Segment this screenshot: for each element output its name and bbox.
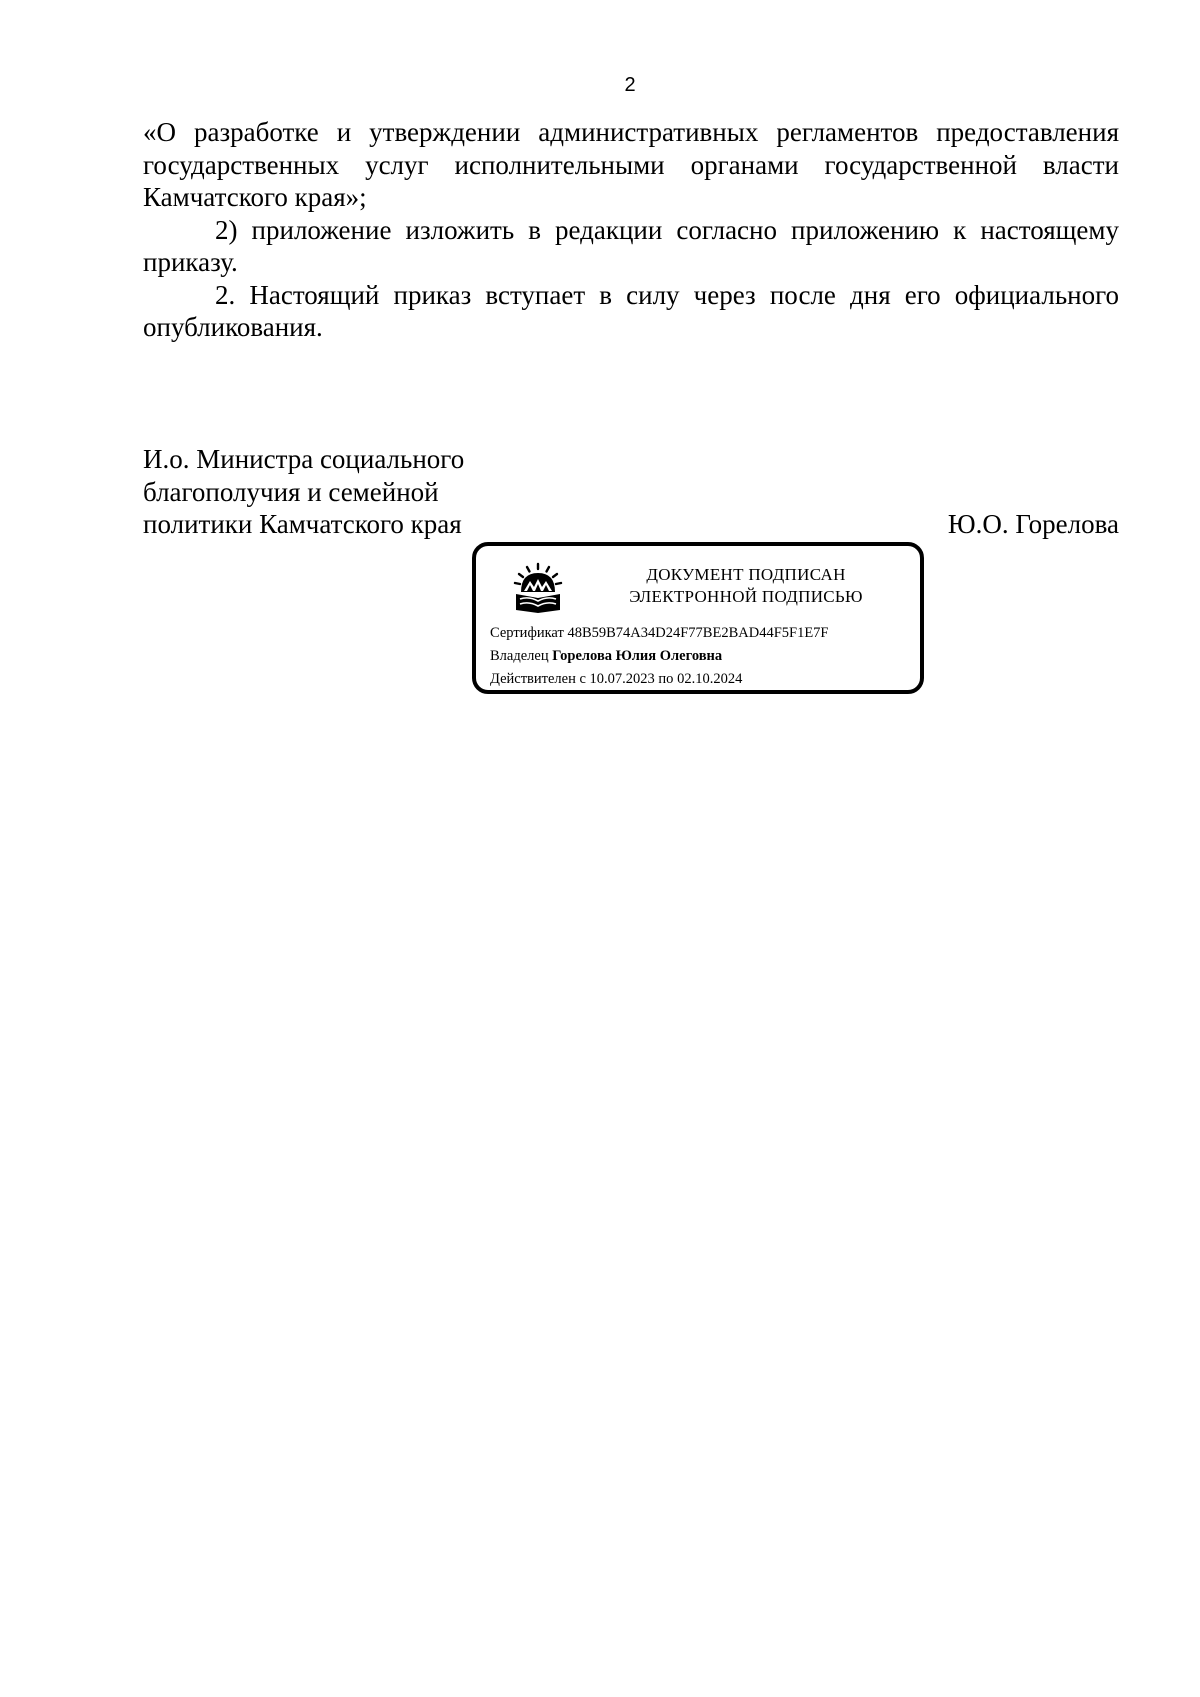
document-body bbox=[143, 116, 1119, 344]
signer-name: Ю.О. Горелова bbox=[947, 509, 1119, 539]
signer-position-line-1: И.о. Министра социального bbox=[143, 444, 465, 474]
valid-from-date: 10.07.2023 bbox=[589, 671, 655, 687]
signature-block bbox=[143, 443, 1119, 541]
signer-position-line-2: благополучия и семейной bbox=[143, 476, 439, 507]
stamp-certificate-row bbox=[490, 622, 829, 645]
stamp-title bbox=[586, 564, 906, 608]
paragraph-clause-2: 2. Настоящий приказ вступает в силу через после дня его официального опубликования. bbox=[143, 279, 1119, 342]
certificate-value: 48B59B74A34D24F77BE2BAD44F5F1E7F bbox=[567, 625, 829, 641]
paragraph-item-2: 2) приложение изложить в редакции согласно приложению к настоящему приказу. bbox=[143, 214, 1119, 277]
stamp-title-line-1: ДОКУМЕНТ ПОДПИСАН bbox=[646, 565, 846, 584]
valid-label: Действителен bbox=[490, 671, 576, 687]
valid-from-label: с bbox=[579, 671, 586, 687]
stamp-owner-row bbox=[490, 645, 829, 668]
valid-to-label: по bbox=[658, 671, 674, 687]
stamp-details bbox=[490, 622, 829, 691]
stamp-title-line-2: ЭЛЕКТРОННОЙ ПОДПИСЬЮ bbox=[629, 587, 863, 606]
valid-to-date: 02.10.2024 bbox=[677, 671, 743, 687]
certificate-label: Сертификат bbox=[490, 625, 564, 641]
stamp-validity-row bbox=[490, 668, 829, 691]
owner-label: Владелец bbox=[490, 648, 549, 664]
owner-value: Горелова Юлия Олеговна bbox=[552, 648, 723, 664]
paragraph-continuation: «О разработке и утверждении административных регламентов предоставления государственных услуг исполнительными органами государственной власти Камчатского края»; bbox=[143, 117, 1119, 212]
signer-position-line-3: политики Камчатского края bbox=[143, 509, 462, 539]
electronic-signature-stamp bbox=[472, 542, 924, 694]
kamchatka-emblem-icon bbox=[512, 562, 564, 614]
page-number: 2 bbox=[624, 74, 636, 96]
